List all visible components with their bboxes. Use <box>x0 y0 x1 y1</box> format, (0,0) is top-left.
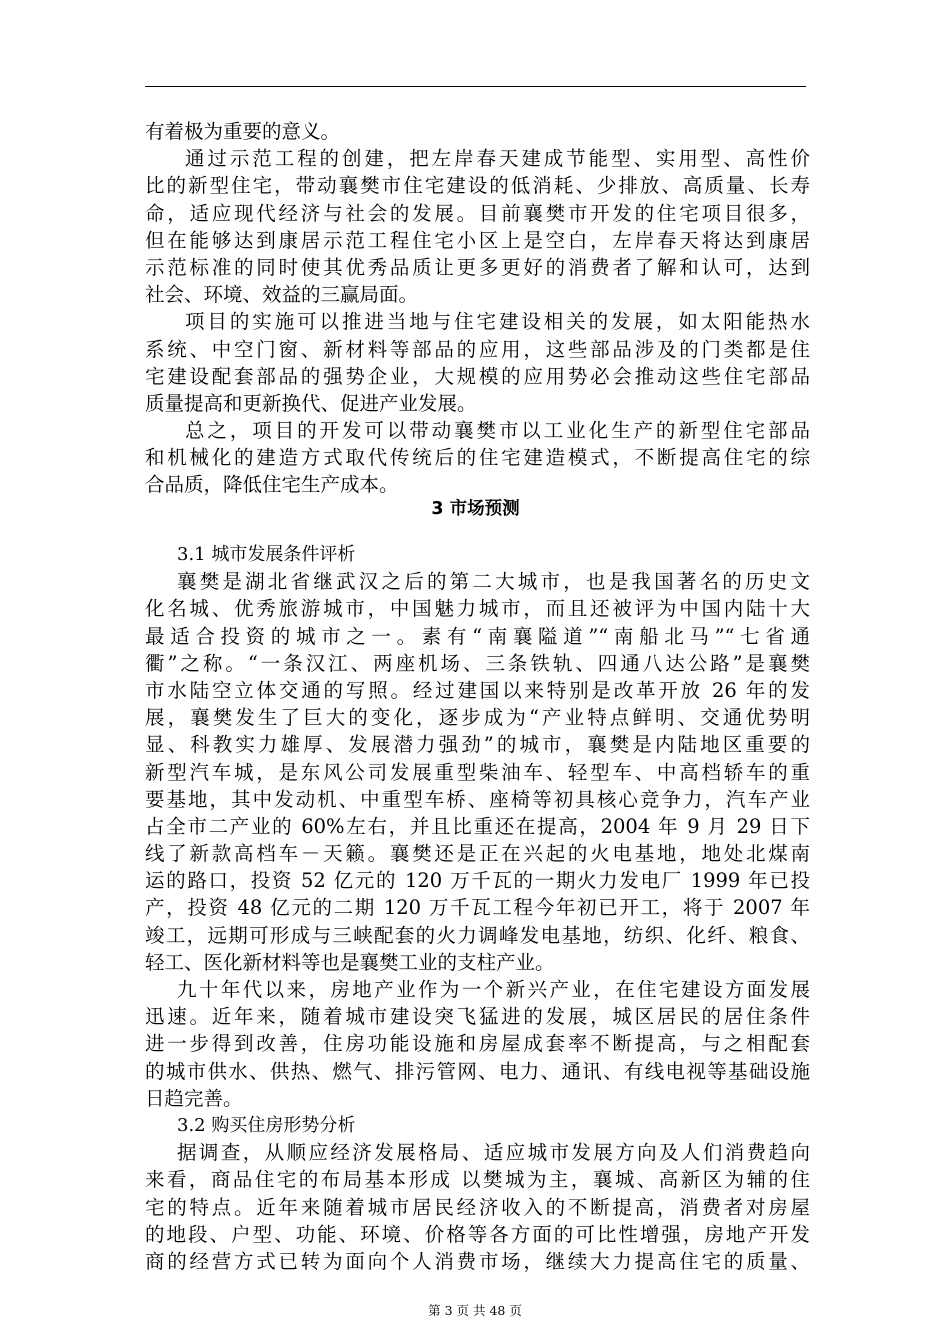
section-heading: 3 市场预测 <box>431 499 520 519</box>
text-line: 质量提高和更新换代、促进产业发展。 <box>145 391 477 415</box>
text-line: 命，适应现代经济与社会的发展。目前襄樊市开发的住宅项目很多， <box>145 201 810 225</box>
subsection-title: 3.2 购买住房形势分析 <box>177 1114 356 1136</box>
text-line: 通过示范工程的创建，把左岸春天建成节能型、实用型、高性价 <box>185 147 810 171</box>
text-line: 轻工、医化新材料等也是襄樊工业的支柱产业。 <box>145 950 555 974</box>
text-line: 示范标准的同时使其优秀品质让更多更好的消费者了解和认可，达到 <box>145 255 810 279</box>
text-line: 总之，项目的开发可以带动襄樊市以工业化生产的新型住宅部品 <box>185 419 810 443</box>
text-line: 有着极为重要的意义。 <box>145 120 341 143</box>
text-line: 据调查，从顺应经济发展格局、适应城市发展方向及人们消费趋向 <box>177 1141 810 1165</box>
text-line: 系统、中空门窗、新材料等部品的应用，这些部品涉及的门类都是住 <box>145 337 810 361</box>
text-line: 来看，商品住宅的布局基本形成 以樊城为主，襄城、高新区为辅的住 <box>145 1168 810 1192</box>
text-line: 但在能够达到康居示范工程住宅小区上是空白，左岸春天将达到康居 <box>145 228 810 252</box>
text-line: 市水陆空立体交通的写照。经过建国以来特别是改革开放 26 年的发 <box>145 678 810 702</box>
text-line: 化名城、优秀旅游城市，中国魅力城市，而且还被评为中国内陆十大 <box>145 597 810 621</box>
text-line: 进一步得到改善，住房功能设施和房屋成套率不断提高，与之相配套 <box>145 1032 810 1056</box>
text-line: 宅建设配套部品的强势企业，大规模的应用势必会推动这些住宅部品 <box>145 364 810 388</box>
text-line: 社会、环境、效益的三赢局面。 <box>145 283 419 307</box>
text-line: 合品质，降低住宅生产成本。 <box>145 473 399 497</box>
text-line: 衢”之称。“一条汉江、两座机场、三条铁轨、四通八达公路”是襄樊 <box>145 651 810 675</box>
subsection-title: 3.1 城市发展条件评析 <box>177 544 356 565</box>
page-footer: 第 3 页 共 48 页 <box>428 1303 522 1318</box>
text-line: 显、科教实力雄厚、发展潜力强劲”的城市，襄樊是内陆地区重要的 <box>145 733 810 757</box>
text-line: 襄樊是湖北省继武汉之后的第二大城市，也是我国著名的历史文 <box>177 570 810 594</box>
text-line: 占全市二产业的 60%左右，并且比重还在提高，2004 年 9 月 29 日下 <box>145 814 810 838</box>
text-line: 新型汽车城，是东风公司发展重型柴油车、轻型车、中高档轿车的重 <box>145 760 810 784</box>
text-line: 九十年代以来，房地产业作为一个新兴产业，在住宅建设方面发展 <box>177 978 810 1001</box>
text-line: 最适合投资的城市之一。素有“南襄隘道”“南船北马”“七省通 <box>145 624 810 648</box>
text-line: 日趋完善。 <box>145 1086 243 1110</box>
text-line: 商的经营方式已转为面向个人消费市场，继续大力提高住宅的质量、 <box>145 1249 810 1273</box>
body-text-top <box>145 118 810 499</box>
text-line: 宅的特点。近年来随着城市居民经济收入的不断提高，消费者对房屋 <box>145 1195 810 1219</box>
text-line: 展，襄樊发生了巨大的变化，逐步成为“产业特点鲜明、交通优势明 <box>145 706 810 730</box>
header-rule <box>145 86 806 87</box>
text-line: 项目的实施可以推进当地与住宅建设相关的发展，如太阳能热水 <box>185 310 810 334</box>
body-text-bottom <box>145 541 810 1275</box>
text-line: 和机械化的建造方式取代传统后的住宅建造模式，不断提高住宅的综 <box>145 446 810 470</box>
text-line: 的城市供水、供热、燃气、排污管网、电力、通讯、有线电视等基础设施 <box>145 1059 810 1083</box>
text-line: 的地段、户型、功能、环境、价格等各方面的可比性增强，房地产开发 <box>145 1222 810 1246</box>
text-line: 要基地，其中发动机、中重型车桥、座椅等初具核心竞争力，汽车产业 <box>145 787 810 811</box>
text-line: 线了新款高档车－天籁。襄樊还是正在兴起的火电基地，地处北煤南 <box>145 842 810 866</box>
text-line: 迅速。近年来，随着城市建设突飞猛进的发展，城区居民的居住条件 <box>145 1005 810 1029</box>
text-line: 比的新型住宅，带动襄樊市住宅建设的低消耗、少排放、高质量、长寿 <box>145 174 810 198</box>
text-line: 运的路口，投资 52 亿元的 120 万千瓦的一期火力发电厂 1999 年已投 <box>145 869 810 893</box>
text-line: 产，投资 48 亿元的二期 120 万千瓦工程今年初已开工，将于 2007 年 <box>145 896 810 920</box>
text-line: 竣工，远期可形成与三峡配套的火力调峰发电基地，纺织、化纤、粮食、 <box>145 923 810 947</box>
